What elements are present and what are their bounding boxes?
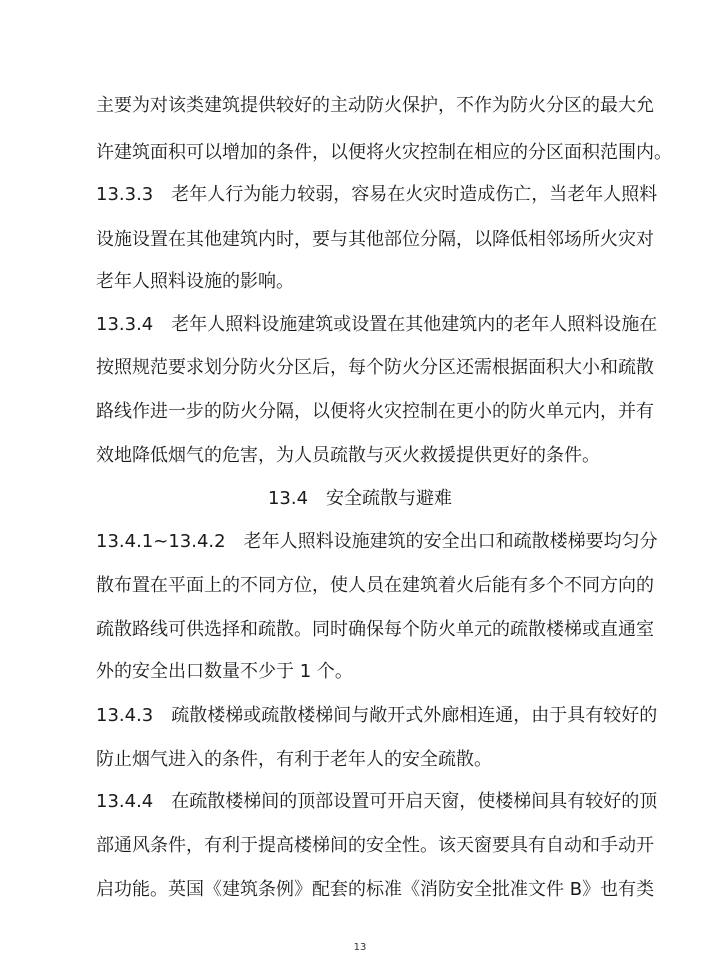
page-number: 13 bbox=[353, 942, 367, 953]
text-line: 效地降低烟气的危害，为人员疏散与灭火救援提供更好的条件。 bbox=[96, 445, 600, 466]
section-13-3-3-line: 13.3.3 老年人行为能力较弱，容易在火灾时造成伤亡，当老年人照料 bbox=[96, 184, 658, 205]
text-line: 路线作进一步的防火分隔，以便将火灾控制在更小的防火单元内，并有 bbox=[96, 401, 654, 422]
section-13-4-4-line: 13.4.4 在疏散楼梯间的顶部设置可开启天窗，使楼梯间具有较好的顶 bbox=[96, 791, 658, 812]
text-line: 设施设置在其他建筑内时，要与其他部位分隔，以降低相邻场所火灾对 bbox=[96, 229, 654, 250]
text-line: 启功能。英国《建筑条例》配套的标准《消防安全批准文件 B》也有类 bbox=[96, 879, 655, 900]
section-13-4-1-line: 13.4.1~13.4.2 老年人照料设施建筑的安全出口和疏散楼梯要均匀分 bbox=[96, 531, 658, 552]
text-line: 疏散路线可供选择和疏散。同时确保每个防火单元的疏散楼梯或直通室 bbox=[96, 619, 654, 640]
section-13-3-4-line: 13.3.4 老年人照料设施建筑或设置在其他建筑内的老年人照料设施在 bbox=[96, 314, 658, 335]
text-line: 主要为对该类建筑提供较好的主动防火保护，不作为防火分区的最大允 bbox=[96, 95, 654, 116]
text-line: 散布置在平面上的不同方位，使人员在建筑着火后能有多个不同方向的 bbox=[96, 575, 654, 596]
text-line: 老年人照料设施的影响。 bbox=[96, 271, 294, 292]
text-line: 许建筑面积可以增加的条件，以便将火灾控制在相应的分区面积范围内。 bbox=[96, 142, 672, 163]
section-heading-13-4: 13.4 安全疏散与避难 bbox=[267, 488, 453, 509]
text-line: 部通风条件，有利于提高楼梯间的安全性。该天窗要具有自动和手动开 bbox=[96, 835, 654, 856]
text-line: 防止烟气进入的条件，有利于老年人的安全疏散。 bbox=[96, 749, 492, 770]
text-line: 按照规范要求划分防火分区后，每个防火分区还需根据面积大小和疏散 bbox=[96, 357, 654, 378]
text-line: 外的安全出口数量不少于 1 个。 bbox=[96, 661, 353, 682]
section-13-4-3-line: 13.4.3 疏散楼梯或疏散楼梯间与敞开式外廊相连通，由于具有较好的 bbox=[96, 705, 658, 726]
